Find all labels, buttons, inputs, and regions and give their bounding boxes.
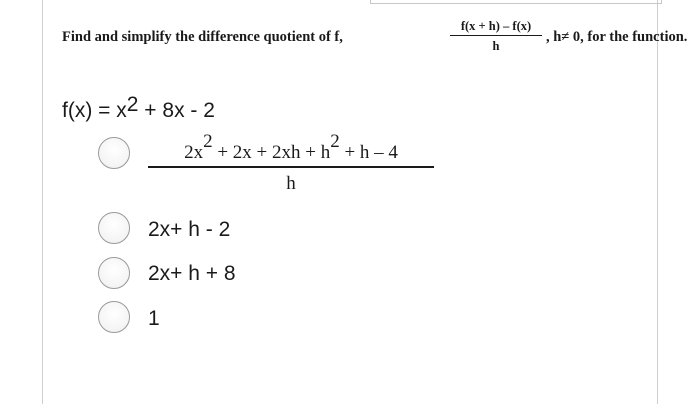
function-definition (62, 93, 215, 123)
page-border-right (657, 0, 658, 404)
option-4-radio[interactable] (98, 301, 130, 333)
top-box-edge (370, 0, 662, 4)
option-2-label: 2x+ h - 2 (148, 218, 231, 241)
function-rest: + 8x - 2 (138, 99, 215, 122)
fraction-bar (450, 35, 542, 36)
option-3-radio[interactable] (98, 257, 130, 289)
question-text (62, 18, 688, 58)
question-suffix: , h≠ 0, for the function. (546, 29, 688, 45)
option-1-radio[interactable] (98, 137, 130, 169)
page-border-left (42, 0, 43, 404)
fraction-denominator: h (492, 39, 500, 54)
option-2-radio[interactable] (98, 212, 130, 244)
option-1-exponent-b: 2 (330, 130, 340, 152)
option-1-term-end: + h – 4 (339, 142, 398, 163)
option-1-denominator: h (286, 172, 296, 194)
option-1-numerator (148, 130, 434, 166)
function-exponent: 2 (126, 93, 139, 116)
option-1-fraction-bar (148, 166, 434, 168)
option-1-fraction (148, 130, 434, 197)
option-4-label: 1 (148, 307, 160, 330)
option-1-term-middle: + 2x + 2xh + h (212, 142, 331, 163)
function-lhs: f(x) = x (62, 99, 127, 122)
option-1-term-2x: 2x (184, 142, 204, 163)
fraction-numerator: f(x + h) – f(x) (460, 19, 532, 33)
option-3-label: 2x+ h + 8 (148, 262, 236, 285)
question-prefix: Find and simplify the difference quotient of f, (62, 29, 343, 45)
difference-quotient-fraction (450, 18, 542, 54)
option-1-exponent-a: 2 (203, 130, 213, 152)
